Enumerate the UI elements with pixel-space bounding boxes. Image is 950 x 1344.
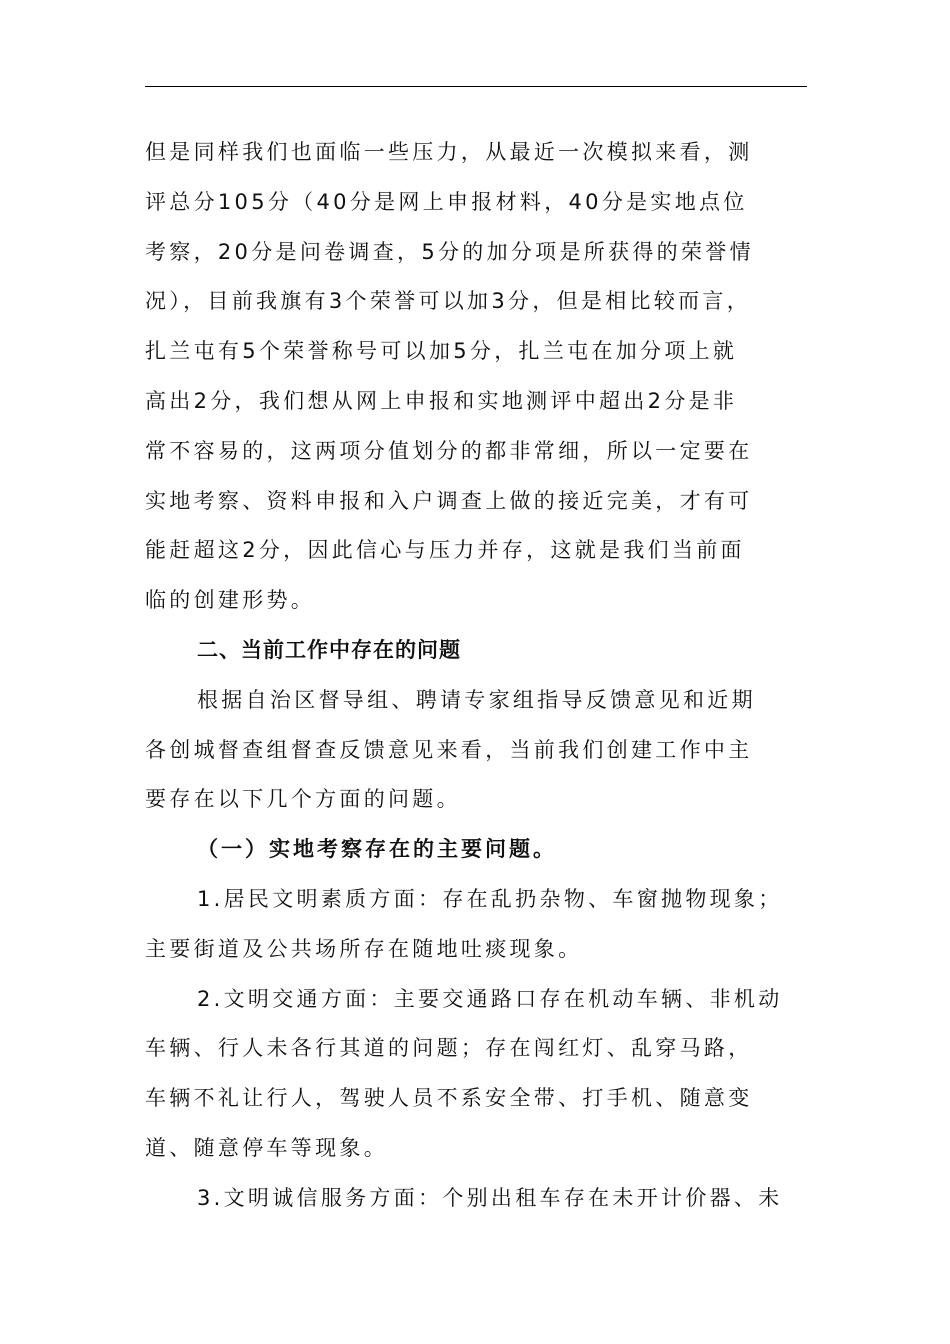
header-rule <box>145 86 807 87</box>
list-item-service <box>145 1174 807 1224</box>
text-line: 3.文明诚信服务方面：个别出租车存在未开计价器、未 <box>197 1185 783 1210</box>
text-line: 但是同样我们也面临一些压力，从最近一次模拟来看，测 <box>145 140 753 164</box>
text-line: 况），目前我旗有3个荣誉可以加3分，但是相比较而言， <box>145 289 752 314</box>
text-line: 要存在以下几个方面的问题。 <box>145 787 461 812</box>
text-line: 主要街道及公共场所存在随地吐痰现象。 <box>145 936 583 961</box>
text-line: 道、随意停车等现象。 <box>145 1135 388 1160</box>
text-line: 2.文明交通方面：主要交通路口存在机动车辆、非机动 <box>197 986 783 1011</box>
text-line: 考察，20分是问卷调查，5分的加分项是所获得的荣誉情 <box>145 239 754 264</box>
subsection-heading: （一）实地考察存在的主要问题。 <box>197 837 557 862</box>
section-heading: 二、当前工作中存在的问题 <box>197 637 461 662</box>
text-line: 车辆不礼让行人，驾驶人员不系安全带、打手机、随意变 <box>145 1086 753 1111</box>
list-item-traffic <box>145 975 807 1174</box>
text-line: 根据自治区督导组、聘请专家组指导反馈意见和近期 <box>197 687 756 712</box>
text-line: 实地考察、资料申报和入户调查上做的接近完美，才有可 <box>145 488 753 513</box>
text-line: 车辆、行人未各行其道的问题；存在闯红灯、乱穿马路， <box>145 1036 753 1061</box>
paragraph-pressure <box>145 128 807 626</box>
text-line: 各创城督查组督查反馈意见来看，当前我们创建工作中主 <box>145 737 753 762</box>
document-body <box>145 128 807 1224</box>
text-line: 评总分105分（40分是网上申报材料，40分是实地点位 <box>145 189 748 214</box>
text-line: 扎兰屯有5个荣誉称号可以加5分，扎兰屯在加分项上就 <box>145 339 738 364</box>
text-line: 临的创建形势。 <box>145 588 316 613</box>
text-line: 能赶超这2分，因此信心与压力并存，这就是我们当前面 <box>145 538 745 563</box>
text-line: 常不容易的，这两项分值划分的都非常细，所以一定要在 <box>145 438 753 463</box>
text-line: 1.居民文明素质方面：存在乱扔杂物、车窗抛物现象； <box>197 886 783 911</box>
paragraph-feedback <box>145 676 807 825</box>
text-line: 高出2分，我们想从网上申报和实地测评中超出2分是非 <box>145 388 738 413</box>
list-item-resident-quality <box>145 875 807 975</box>
